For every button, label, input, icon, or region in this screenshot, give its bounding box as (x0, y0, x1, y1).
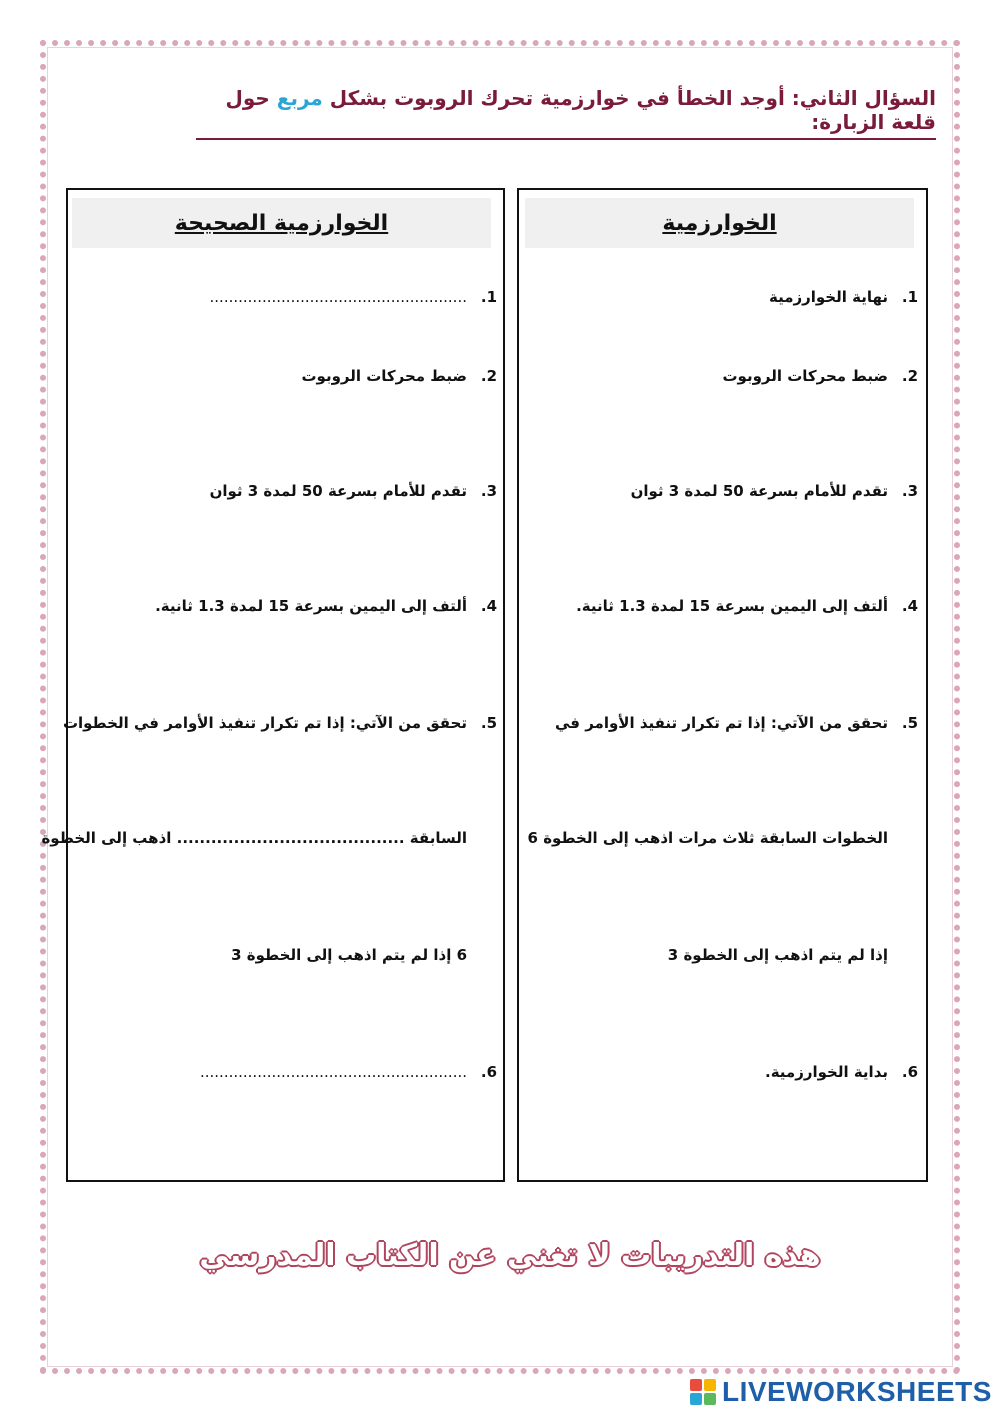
watermark-text: LIVEWORKSHEETS (722, 1376, 992, 1407)
question-text-end: حول قلعة الزبارة: (225, 86, 936, 134)
step-text: ألتف إلى اليمين بسرعة 15 لمدة 1.3 ثانية. (576, 597, 888, 615)
correct-step-4 (155, 597, 497, 615)
correct-step-1 (210, 288, 497, 306)
correct-step-2 (301, 367, 497, 385)
algorithm-step-1 (769, 288, 918, 306)
algorithm-step-5-continuation-2 (668, 946, 918, 964)
step-continuation-text: 6 إذا لم يتم اذهب إلى الخطوة 3 (231, 946, 467, 964)
liveworksheets-watermark[interactable] (690, 1374, 992, 1410)
correct-algorithm-box-title: الخوارزمية الصحيحة (72, 198, 491, 248)
step-text: تقدم للأمام بسرعة 50 لمدة 3 ثوان (209, 482, 467, 500)
answer-blank-step-5[interactable]: السابقة ........................................ اذهب إلى الخطوة (41, 829, 467, 847)
step-number: 3. (901, 482, 918, 500)
step-number: 6. (480, 1063, 497, 1081)
step-number: 5. (480, 714, 497, 732)
step-text: تحقق من الآتي: إذا تم تكرار تنفيذ الأوامر في (554, 714, 888, 732)
question-text-start: السؤال الثاني: أوجد الخطأ في خوارزمية تحرك الروبوت بشكل (322, 86, 936, 110)
correct-step-5-continuation-1[interactable] (41, 829, 497, 847)
step-number: 6. (901, 1063, 918, 1081)
step-number: 1. (901, 288, 918, 306)
algorithm-step-4 (576, 597, 918, 615)
step-text: تقدم للأمام بسرعة 50 لمدة 3 ثوان (630, 482, 888, 500)
algorithm-step-3 (631, 482, 918, 500)
step-continuation-text: الخطوات السابقة ثلاث مرات اذهب إلى الخطوة 6 (527, 829, 888, 847)
step-continuation-text: إذا لم يتم اذهب إلى الخطوة 3 (667, 946, 888, 964)
step-number: 2. (480, 367, 497, 385)
correct-step-5-continuation-2 (231, 946, 497, 964)
step-number: 4. (480, 597, 497, 615)
step-number: 3. (480, 482, 497, 500)
algorithm-step-5-continuation-1 (528, 829, 918, 847)
algorithm-step-5 (555, 714, 918, 732)
algorithm-step-2 (722, 367, 918, 385)
question-accent-word: مربع (276, 86, 323, 110)
step-number: 5. (901, 714, 918, 732)
step-text: نهاية الخوارزمية (768, 288, 888, 306)
algorithm-step-6 (765, 1063, 918, 1081)
algorithm-box (517, 188, 928, 1182)
answer-blank-step-6[interactable]: ........................................................ (199, 1063, 467, 1081)
step-number: 4. (901, 597, 918, 615)
question-heading (196, 86, 936, 140)
step-text: تحقق من الآتي: إذا تم تكرار تنفيذ الأوامر في الخطوات (62, 714, 467, 732)
algorithm-box-title: الخوارزمية (525, 198, 914, 248)
correct-step-3 (210, 482, 497, 500)
footer-note: هذه التدريبات لا تغني عن الكتاب المدرسي (199, 1238, 821, 1273)
step-text: ضبط محركات الروبوت (301, 367, 467, 385)
step-number: 1. (480, 288, 497, 306)
step-text: ألتف إلى اليمين بسرعة 15 لمدة 1.3 ثانية. (155, 597, 467, 615)
correct-step-6 (200, 1063, 497, 1081)
step-text: بداية الخوارزمية. (765, 1063, 888, 1081)
liveworksheets-logo-icon (690, 1379, 716, 1405)
step-text: ضبط محركات الروبوت (722, 367, 888, 385)
correct-algorithm-box (41, 188, 505, 1182)
answer-blank-step-1[interactable]: ...................................................... (209, 288, 467, 306)
step-number: 2. (901, 367, 918, 385)
correct-step-5 (63, 714, 497, 732)
